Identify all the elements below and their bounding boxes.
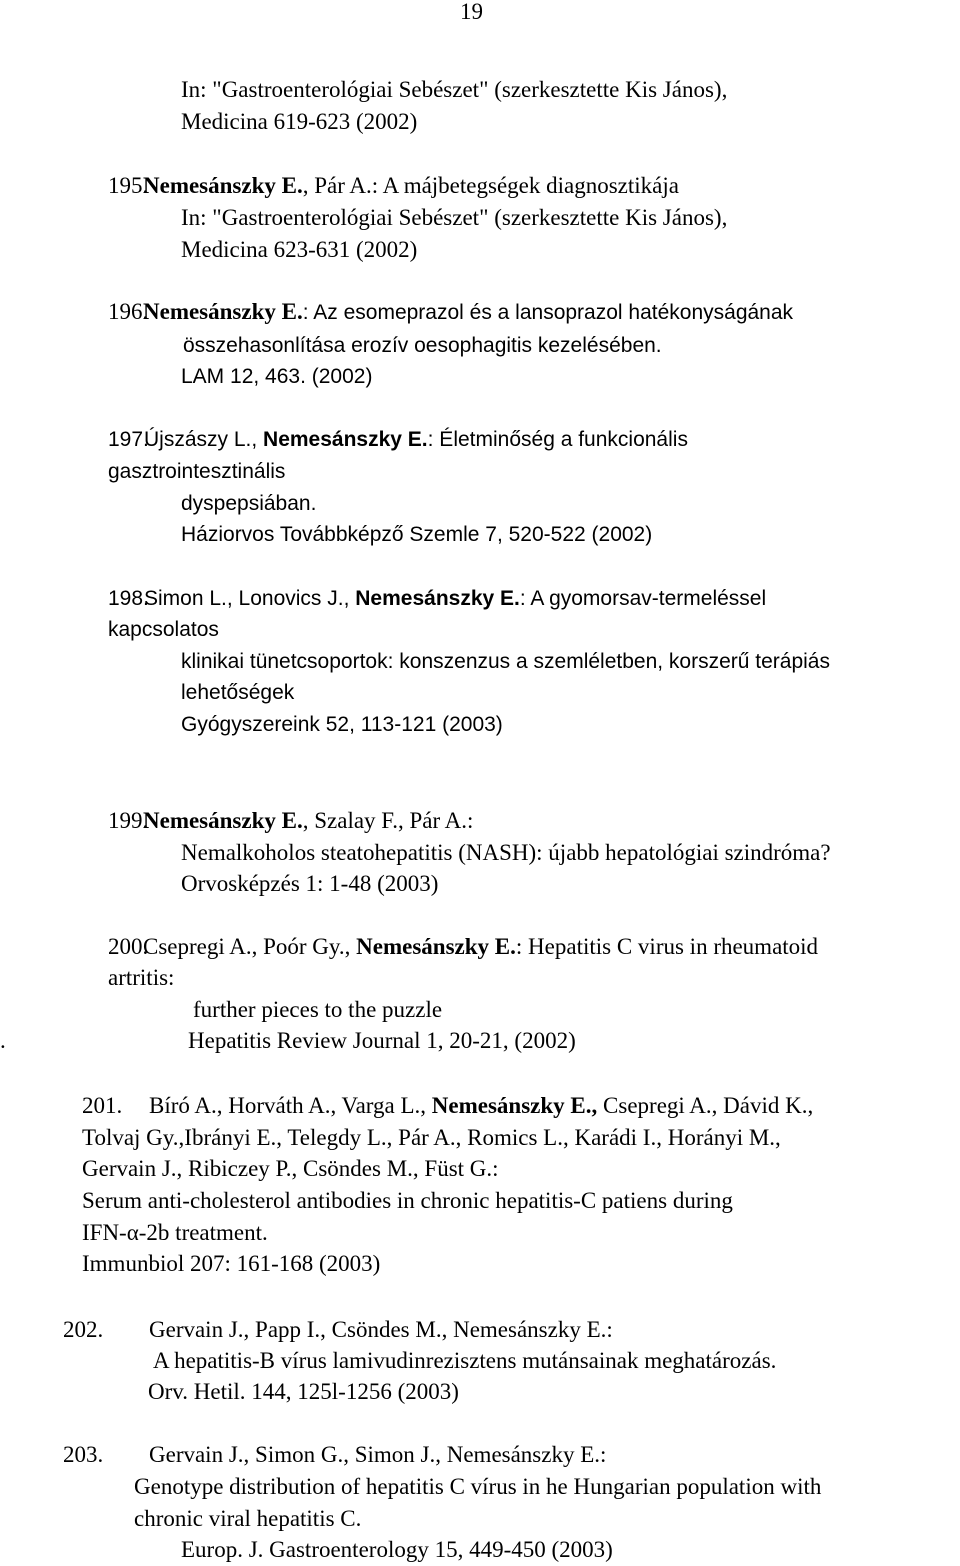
highlighted-author: Nemesánszky E.,: [431, 1093, 598, 1118]
ref-196-line-1: [108, 297, 794, 327]
ref-194-line-2: Medicina 619-623 (2002): [181, 109, 418, 134]
stray-dot: .: [0, 1028, 6, 1053]
ref-203-line-4: Europ. J. Gastroenterology 15, 449-450 (2003): [181, 1537, 613, 1562]
ref-198-line-4: lehetőségek: [181, 681, 295, 704]
ref-197-line-4: Háziorvos Továbbképző Szemle 7, 520-522 (2002): [181, 523, 653, 546]
ref-201-line-3: Gervain J., Ribiczey P., Csöndes M., Füst G.:: [82, 1156, 499, 1181]
ref-title: : Hepatitis C virus in rheumatoid: [515, 934, 819, 959]
ref-number: 202.: [63, 1317, 104, 1342]
ref-number: 200.: [108, 934, 149, 959]
ref-title: : Az esomeprazol és a lansoprazol hatékonyságának: [302, 301, 794, 324]
ref-201-line-6: Immunbiol 207: 161-168 (2003): [82, 1251, 381, 1276]
ref-196-line-2: összehasonlítása erozív oesophagitis kezelésében.: [183, 334, 662, 357]
ref-title: : A gyomorsav-termeléssel: [519, 587, 767, 610]
ref-203-line-1: [63, 1440, 607, 1470]
ref-199-line-1: [108, 806, 474, 836]
ref-201-line-4: Serum anti-cholesterol antibodies in chronic hepatitis-C patiens during: [82, 1188, 733, 1213]
ref-200-line-3: further pieces to the puzzle: [193, 997, 443, 1022]
ref-number: 198.: [108, 587, 149, 610]
ref-202-line-2: A hepatitis-B vírus lamivudinrezisztens mutánsainak meghatározás.: [153, 1348, 777, 1373]
highlighted-author: Nemesánszky E.: [143, 299, 303, 324]
ref-203-line-2: Genotype distribution of hepatitis C vírus in he Hungarian population with: [134, 1474, 822, 1499]
ref-authors: Gervain J., Simon G., Simon J., Nemesánszky E.:: [149, 1442, 607, 1467]
ref-number: 201.: [82, 1093, 123, 1118]
ref-number: 195.: [108, 173, 149, 198]
ref-198-line-5: Gyógyszereink 52, 113-121 (2003): [181, 713, 503, 736]
ref-194-line-1: In: "Gastroenterológiai Sebészet" (szerkesztette Kis János),: [181, 77, 728, 102]
ref-title: : Életminőség a funkcionális: [427, 428, 688, 451]
ref-authors-title: , Pár A.: A májbetegségek diagnosztikája: [302, 173, 679, 198]
highlighted-author: Nemesánszky E.: [356, 934, 516, 959]
ref-199-line-3: Orvosképzés 1: 1-48 (2003): [181, 871, 439, 896]
ref-number: 203.: [63, 1442, 104, 1467]
ref-coauthors: Csepregi A., Poór Gy.,: [143, 934, 357, 959]
ref-198-line-1: [108, 584, 767, 614]
ref-201-line-1: [82, 1091, 814, 1121]
highlighted-author: Nemesánszky E.: [263, 428, 428, 451]
ref-202-line-3: Orv. Hetil. 144, 125l-1256 (2003): [148, 1379, 459, 1404]
ref-200-line-4: Hepatitis Review Journal 1, 20-21, (2002): [188, 1028, 576, 1053]
ref-coauthors: , Szalay F., Pár A.:: [302, 808, 474, 833]
highlighted-author: Nemesánszky E.: [355, 587, 520, 610]
ref-195-line-1: [108, 171, 679, 201]
ref-197-line-1: [108, 425, 688, 455]
ref-201-line-5: IFN-α-2b treatment.: [82, 1220, 268, 1245]
ref-203-line-3: chronic viral hepatitis C.: [134, 1506, 362, 1531]
ref-200-line-1: [108, 932, 819, 962]
ref-number: 196.: [108, 299, 149, 324]
ref-197-line-2: gasztrointesztinális: [108, 460, 286, 483]
ref-coauthors: Csepregi A., Dávid K.,: [597, 1093, 814, 1118]
ref-197-line-3: dyspepsiában.: [181, 492, 317, 515]
ref-198-line-3: klinikai tünetcsoportok: konszenzus a szemléletben, korszerű terápiás: [181, 650, 830, 673]
ref-196-line-3: LAM 12, 463. (2002): [181, 365, 373, 388]
ref-195-line-3: Medicina 623-631 (2002): [181, 237, 418, 262]
highlighted-author: Nemesánszky E.: [143, 173, 303, 198]
ref-authors: Gervain J., Papp I., Csöndes M., Nemesánszky E.:: [149, 1317, 613, 1342]
ref-201-line-2: Tolvaj Gy.,Ibrányi E., Telegdy L., Pár A., Romics L., Karádi I., Horányi M.,: [82, 1125, 781, 1150]
ref-number: 197.: [108, 428, 149, 451]
ref-202-line-1: [63, 1315, 613, 1345]
ref-coauthors: Bíró A., Horváth A., Varga L.,: [149, 1093, 432, 1118]
ref-199-line-2: Nemalkoholos steatohepatitis (NASH): újabb hepatológiai szindróma?: [181, 840, 831, 865]
highlighted-author: Nemesánszky E.: [143, 808, 303, 833]
ref-coauthors: Újszászy L.,: [144, 428, 264, 451]
ref-coauthors: Simon L., Lonovics J.,: [144, 587, 356, 610]
page-number: 19: [460, 0, 483, 24]
ref-number: 199.: [108, 808, 149, 833]
ref-200-line-2: artritis:: [108, 965, 175, 990]
ref-195-line-2: In: "Gastroenterológiai Sebészet" (szerkesztette Kis János),: [181, 205, 728, 230]
ref-198-line-2: kapcsolatos: [108, 618, 219, 641]
